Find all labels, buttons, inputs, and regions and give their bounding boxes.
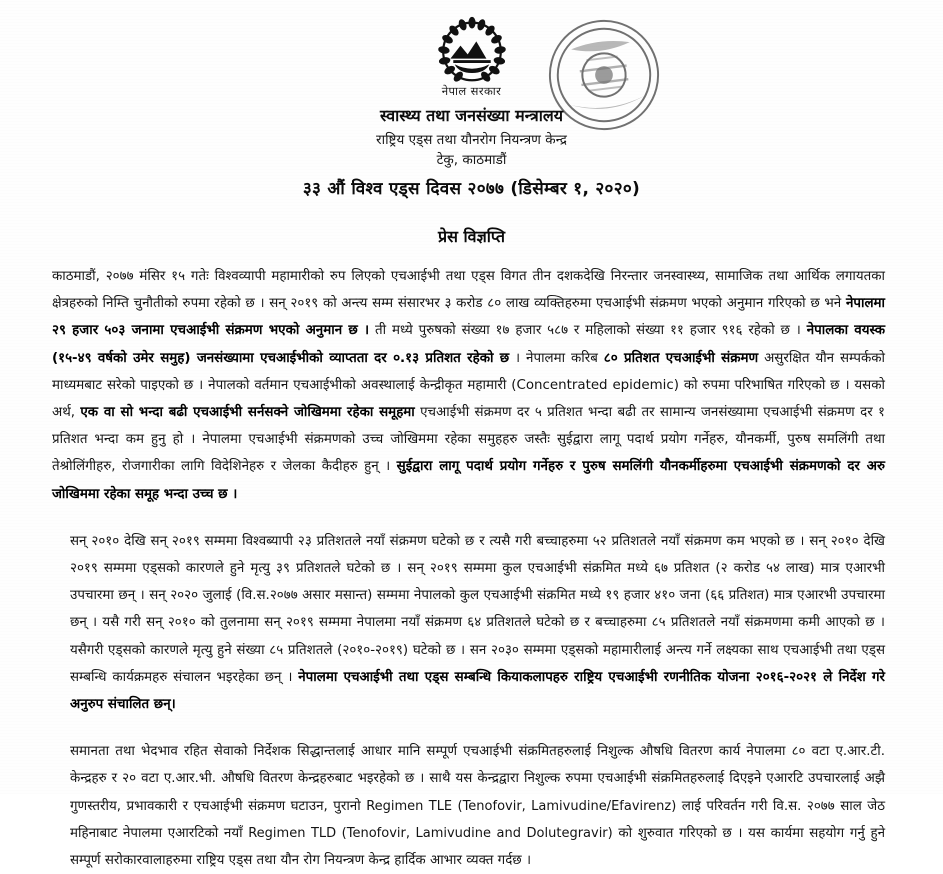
- p1-seg-5: एचआईभी संक्रमण दर ५ प्रतिशत भन्दा बढी तर सामान्य जनसंख्यामा एचआईभी संक्रमण दर १ प्रतिशत भन्दा कम हुनु हो । नेपालमा एचआईभी संक्रमणको उच्च जोखिममा रहेका समुहहरु जस्तैः सुईद्वारा लागू पदार्थ प्रयोग गर्नेहरु, यौनकर्मी, पुरुष समलिंगी तथा तेश्रोलिंगीहरु, रोजगारीका लागि विदेशिनेहरु र जेलका कैदीहरु हुन् ।: [52, 405, 885, 475]
- org-line-ministry: स्वास्थ्य तथा जनसंख्या मन्त्रालय: [379, 106, 564, 125]
- p1-bold-2: नेपालका वयस्क (१५-४९ वर्षको उमेर समुह) जनसंख्यामा एचआईभीको व्याप्तता दर ०.१३ प्रतिशत रहेको छ: [52, 323, 886, 366]
- document-title: ३३ औं विश्व एड्स दिवस २०७७ (डिसेम्बर १, २०२०): [302, 179, 641, 199]
- p1-seg-4: असुरक्षित यौन सम्पर्कको माध्यमबाट सरेको पाइएको छ । नेपालको वर्तमान एचआईभीको अवस्थालाई केन्द्रीकृत महामारी (Concentrated epidemic) को रुपमा परिभाषित गरिएको छ । यसको अर्थ,: [52, 350, 885, 421]
- document-body: [52, 263, 885, 874]
- p2-bold-1: नेपालमा एचआईभी तथा एड्स सम्बन्धि कियाकलापहरु राष्ट्रिय एचआईभी रणनीतिक योजना २०१६-२०२१ ले निर्देश गरे अनुरुप संचालित छन्।: [70, 669, 885, 713]
- org-line-government: नेपाल सरकार: [441, 84, 502, 98]
- p3-seg-2: लाई परिवर्तन गरी वि.स. २०७७ साल जेठ महिनाबाट नेपालमा एआरटिको नयाँ: [70, 798, 885, 841]
- p1-bold-4: एक वा सो भन्दा बढी एचआईभी सर्नसक्ने जोखिममा रहेका समूहमा: [80, 405, 415, 421]
- p1-bold-1: नेपालमा २९ हजार ५०३ जनामा एचआईभी संक्रमण भएको अनुमान छ ।: [52, 296, 885, 339]
- p3-regimen-tle: Regimen TLE (Tenofovir, Lamivudine/Efavirenz): [366, 798, 677, 814]
- letterhead: [0, 0, 943, 168]
- org-line-center: राष्ट्रिय एड्स तथा यौनरोग नियन्त्रण केन्द्र: [376, 132, 567, 148]
- paragraph-1: [52, 263, 885, 508]
- org-line-address: टेकु, काठमाडौं: [436, 152, 507, 168]
- emblem-wrap: [0, 14, 943, 92]
- paragraph-2: [52, 528, 885, 718]
- nepal-government-emblem-icon: [436, 14, 508, 86]
- p1-bold-5: सुईद्वारा लागू पदार्थ प्रयोग गर्नेहरु र पुरुष समलिंगी यौनकर्मीहरुमा एचआईभी संक्रमणको दर अरु जोखिममा रहेका समूह भन्दा उच्च छ ।: [52, 459, 885, 502]
- p3-seg-3: को शुरुवात गरिएको छ । यस कार्यमा सहयोग गर्नु हुने सम्पूर्ण सरोकारवालाहरुमा राष्ट्रिय एड्स तथा यौन रोग नियन्त्रण केन्द्र हार्दिक आभार व्यक्त गर्दछ ।: [70, 825, 886, 869]
- p1-bold-3: ८० प्रतिशत एचआईभी संक्रमण: [603, 350, 759, 366]
- document-subtitle: प्रेस विज्ञप्ति: [438, 227, 505, 246]
- p1-seg-2: ती मध्ये पुरुषको संख्या १७ हजार ५८७ र महिलाको संख्या ११ हजार ९१६ रहेको छ ।: [369, 323, 807, 339]
- p1-seg-3: । नेपालमा करिब: [509, 350, 604, 366]
- p3-seg-1: समानता तथा भेदभाव रहित सेवाको निर्देशक सिद्धान्तलाई आधार मानि सम्पूर्ण एचआईभी संक्रमितहरुलाई निशुल्क औषधि वितरण कार्य नेपालमा ८० वटा ए.आर.टी. केन्द्रहरु र २० वटा ए.आर.भी. औषधि वितरण केन्द्रहरुबाट भइरहेको छ । साथै यस केन्द्रद्वारा निशुल्क रुपमा एचआईभी संक्रमितहरुलाई दिएइने एआरटि उपचारलाई अझै गुणस्तरीय, प्रभावकारी र एचआईभी संक्रमण घटाउन, पुरानो: [70, 744, 885, 814]
- p3-regimen-tld: Regimen TLD (Tenofovir, Lamivudine and Dolutegravir): [248, 825, 613, 841]
- paragraph-3: [52, 738, 885, 874]
- p1-seg-1: काठमाडौं, २०७७ मंसिर १५ गतेः विश्वव्यापी महामारीको रुप लिएको एचआईभी तथा एड्स विगत तीन दशकदेखि निरन्तार जनस्वास्थ्य, सामाजिक तथा आर्थिक लगायतका क्षेत्रहरुको निम्ति चुनौतीको रुपमा रहेको छ । सन् २०१९ को अन्त्य सम्म संसारभर ३ करोड ८० लाख व्यक्तिहरुमा एचआईभी संक्रमण भएको अनुमान गरिएको छ भने: [52, 269, 885, 312]
- p2-seg-1: सन् २०१० देखि सन् २०१९ सम्ममा विश्वब्यापी २३ प्रतिशतले नयाँ संक्रमण घटेको छ र त्यसै गरी बच्चाहरुमा ५२ प्रतिशतले नयाँ संक्रमण कम भएको छ । सन् २०१० देखि २०१९ सम्ममा एड्सको कारणले हुने मृत्यु ३९ प्रतिशतले घटेको छ । सन् २०१९ सम्ममा कुल एचआईभी संक्रमित मध्ये ६७ प्रतिशत (२ करोड ५४ लाख) मात्र एआरभी उपचारमा छन् । सन् २०२० जुलाई (वि.स.२०७७ असार मसान्त) सम्ममा नेपालको कुल एचआईभी संक्रमित मध्ये १९ हजार ४१० जना (६६ प्रतिशत) मात्र एआरभी उपचारमा छन् । यसै गरी सन् २०१० को तुलनामा सन् २०१९ सम्ममा नेपालमा नयाँ संक्रमण ६४ प्रतिशतले घटेको छ र बच्चाहरुमा ८५ प्रतिशतले नयाँ संक्रमणमा कमी आएको छ । यसैगरी एड्सको कारणले मृत्यु हुने संख्या ८५ प्रतिशतले (२०१०-२०१९) घटेको छ । सन २०३० सम्ममा एड्सको महामारीलाई अन्त्य गर्ने लक्ष्यका साथ एचआईभी तथा एड्स सम्बन्धि कार्यक्रमहरु संचालन भइरहेका छन् ।: [70, 533, 885, 685]
